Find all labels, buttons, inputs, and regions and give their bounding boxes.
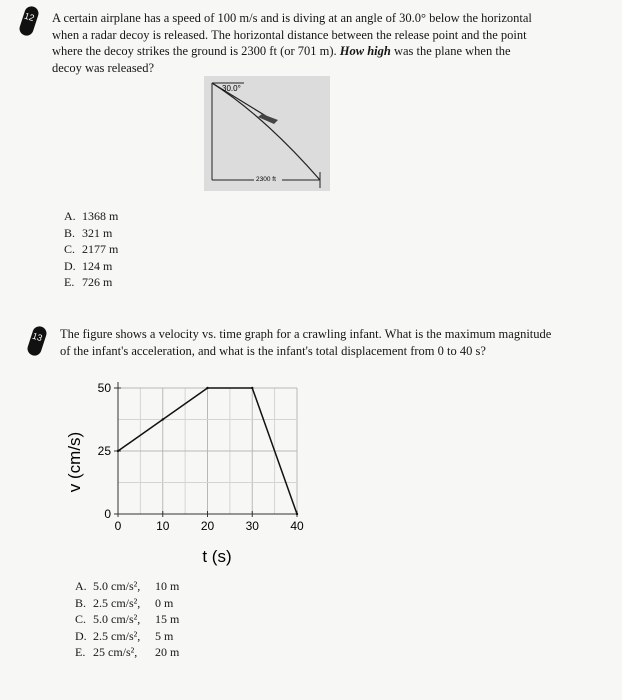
choice-e[interactable] [75, 644, 179, 661]
q1-line-3 [52, 43, 532, 60]
velocity-time-chart [60, 372, 320, 572]
choice-text: 124 m [82, 258, 113, 273]
choice-a[interactable] [64, 208, 118, 225]
y-tick-label: 25 [97, 444, 111, 458]
choice-c[interactable] [64, 241, 118, 258]
choice-letter: E. [64, 275, 75, 289]
choice-text: 2177 m [82, 242, 119, 256]
angle-label: 30.0° [222, 84, 241, 93]
choice-disp: 20 m [155, 645, 180, 659]
question-number: 12 [22, 10, 36, 24]
choice-e[interactable] [64, 274, 118, 291]
choice-disp: 5 m [155, 628, 174, 643]
choice-letter: A. [64, 209, 76, 223]
q2-line-2: of the infant's acceleration, and what is the infant's total displacement from 0 to 40 s? [60, 343, 486, 358]
choice-letter: C. [75, 612, 87, 626]
choice-text: 321 m [82, 225, 113, 240]
choice-letter: D. [75, 628, 87, 643]
data-point [251, 387, 253, 389]
decoy-path [212, 83, 320, 180]
q1-line-4: decoy was released? [52, 60, 155, 75]
choice-b[interactable] [64, 225, 118, 242]
choice-text: 726 m [82, 275, 113, 289]
question-2-choices [75, 578, 179, 661]
q1-line-3b: was the plane when the [393, 44, 511, 58]
chart-grid [118, 388, 297, 514]
choice-letter: B. [64, 225, 76, 240]
choice-b[interactable] [75, 595, 179, 612]
data-point [206, 387, 208, 389]
choice-letter: B. [75, 595, 87, 610]
choice-c[interactable] [75, 611, 179, 628]
question-number: 13 [30, 330, 44, 344]
x-axis-label: t (s) [202, 547, 232, 566]
y-tick-label: 50 [97, 381, 111, 395]
q1-emphasis: How high [339, 44, 391, 58]
x-tick-label: 40 [290, 519, 304, 533]
choice-accel: 5.0 cm/s², [93, 579, 141, 593]
choice-disp: 0 m [155, 595, 174, 610]
choice-letter: D. [64, 258, 76, 273]
choice-accel: 2.5 cm/s², [93, 628, 141, 643]
question-marker [18, 5, 41, 38]
choice-disp: 15 m [155, 612, 180, 626]
choice-letter: A. [75, 579, 87, 593]
choice-disp: 10 m [155, 579, 180, 593]
q2-line-1: The figure shows a velocity vs. time graph for a crawling infant. What is the maximum magnitude [60, 327, 552, 341]
y-tick-label: 0 [104, 507, 111, 521]
x-tick-label: 30 [245, 519, 259, 533]
data-point [117, 450, 119, 452]
x-tick-label: 0 [114, 519, 122, 533]
choice-accel: 2.5 cm/s², [93, 595, 141, 610]
question-2-text [60, 326, 551, 359]
question-1-choices [64, 208, 118, 291]
choice-letter: C. [64, 242, 76, 256]
decoy-trajectory-figure [204, 76, 330, 191]
choice-text: 1368 m [82, 209, 119, 223]
choice-d[interactable] [75, 628, 179, 645]
choice-a[interactable] [75, 578, 179, 595]
y-axis-label: v (cm/s) [65, 431, 84, 493]
x-tick-label: 20 [200, 519, 215, 533]
choice-letter: E. [75, 645, 86, 659]
choice-accel: 5.0 cm/s², [93, 612, 141, 626]
q1-line-3a: where the decoy strikes the ground is 2300 ft (or 701 m). [52, 44, 337, 58]
choice-d[interactable] [64, 258, 118, 275]
data-point [296, 513, 298, 515]
data-point [162, 418, 164, 420]
question-marker [26, 325, 49, 358]
q1-line-2: when a radar decoy is released. The horizontal distance between the release point and the point [52, 27, 527, 42]
x-tick-label: 10 [156, 519, 170, 533]
choice-accel: 25 cm/s², [93, 645, 138, 659]
chart-ticks [98, 381, 304, 533]
q1-line-1: A certain airplane has a speed of 100 m/s and is diving at an angle of 30.0° below the horizontal [52, 11, 532, 25]
question-1-text [52, 10, 532, 76]
distance-label: 2300 ft [256, 176, 276, 183]
airplane-icon [258, 114, 278, 124]
